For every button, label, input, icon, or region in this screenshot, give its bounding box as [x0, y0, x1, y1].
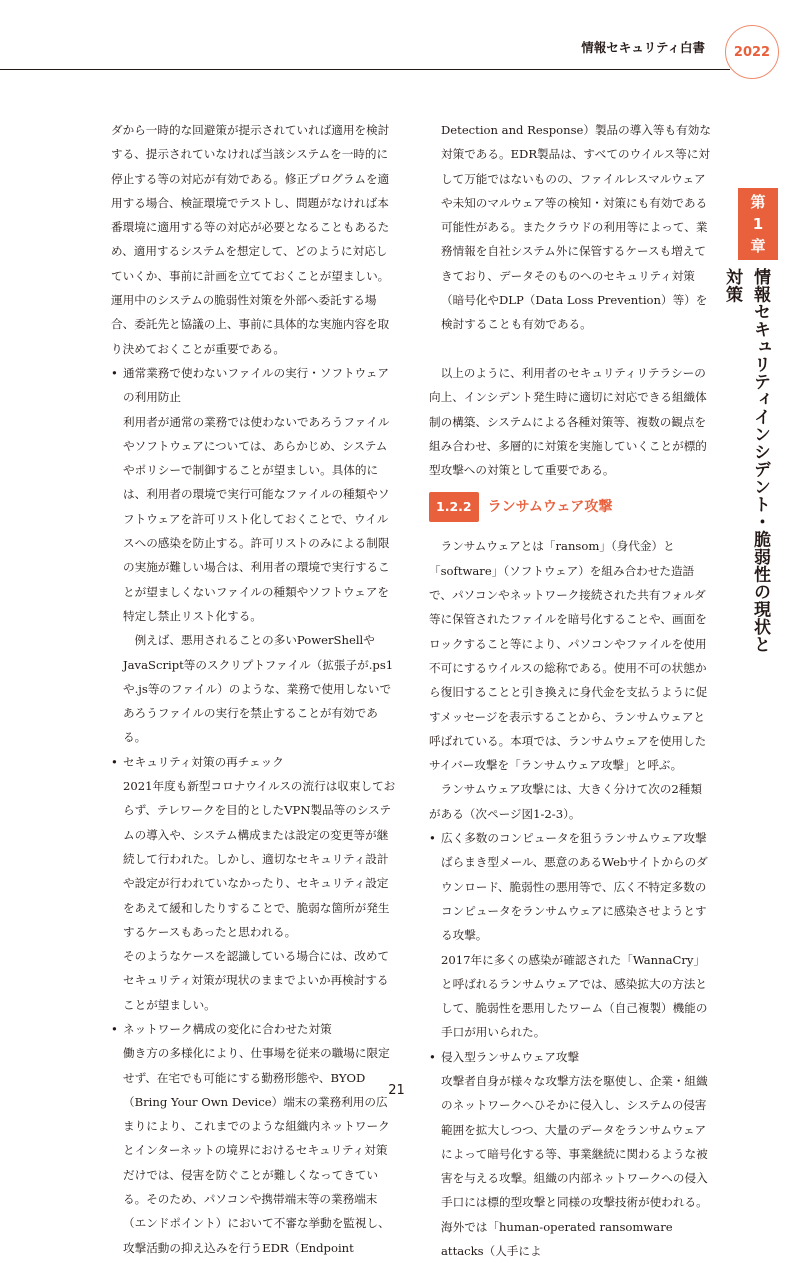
bullet-body: 例えば、悪用されることの多いPowerShellやJavaScript等のスクリプトファイル（拡張子が.ps1や.js等のファイル）のような、業務で使用しないであろうファイルの実行を禁止することが有効である。	[123, 633, 394, 745]
bullet-body: ばらまき型メール、悪意のあるWebサイトからのダウンロード、脆弱性の悪用等で、広く不特定多数のコンピュータをランサムウェアに感染させようとする攻撃。	[441, 855, 708, 943]
bullet-title: • 侵入型ランサムウェア攻撃	[429, 1045, 713, 1069]
paragraph: ランサムウェア攻撃には、大きく分けて次の2種類がある（次ページ図1-2-3）。	[429, 782, 702, 821]
bullet-body: 働き方の多様化により、仕事場を従来の職場に限定せず、在宅でも可能にする勤務形態や、BYOD（Bring Your Own Device）端末の業務利用の広まりにより、これまでのような組織内ネットワークとインターネットの境界におけるセキュリティ対策だけでは、侵害を防ぐことが難しくなってきている。そのため、パソコンや携帯端末等の業務端末（エンドポイント）において不審な挙動を監視し、攻撃活動の抑え込みを行うEDR（Endpoint	[123, 1046, 390, 1255]
bullet-body: 利用者が通常の業務では使わないであろうファイルやソフトウェアについては、あらかじめ、システムやポリシーで制御することが望ましい。具体的には、利用者の環境で実行可能なファイルの種類やソフトウェアを許可リスト化しておくことで、ウイルスへの感染を防止する。許可リストのみによる制限の実施が難しい場合は、利用者の環境で実行することが望ましくないファイルの種類やソフトウェアを特定し禁止リスト化する。	[123, 414, 390, 623]
section-title: ランサムウェア攻撃	[487, 499, 613, 516]
paragraph: ランサムウェアとは「ransom」（身代金）と「software」（ソフトウェア）を組み合わせた造語で、パソコンやネットワーク接続された共有フォルダ等に保管されたファイルを暗号化することや、画面をロックすること等により、パソコンやファイルを使用不可にするウイルスの総称である。使用不可の状態から復旧することと引き換えに身代金を支払うように促すメッセージを表示することから、ランサムウェアと呼ばれている。本項では、ランサムウェアを使用したサイバー攻撃を「ランサムウェア攻撃」と呼ぶ。	[429, 539, 708, 773]
header-title: 情報セキュリティ白書	[581, 40, 705, 55]
paragraph: ダから一時的な回避策が提示されていれば適用を検討する、提示されていなければ当該システムを一時的に停止する等の対応が有効である。修正プログラムを適用する場合、検証環境でテストし、問題がなければ本番環境に適用する等の対応が必要となることもあるため、適用するシステムを想定して、どのように対応していくか、事前に計画を立てておくことが望ましい。運用中のシステムの脆弱性対策を外部へ委託する場合、委託先と協議の上、事前に具体的な実施内容を取り決めておくことが重要である。	[111, 123, 390, 356]
bullet-title: • 通常業務で使わないファイルの実行・ソフトウェアの利用防止	[111, 361, 398, 410]
chapter-tab	[738, 188, 778, 260]
year-badge: 2022	[725, 25, 779, 79]
bullet-title: • セキュリティ対策の再チェック	[111, 750, 398, 774]
chapter-tab-label: 第	[750, 193, 766, 211]
chapter-title-vertical: 情報セキュリティインシデント・脆弱性の現状と対策	[722, 268, 770, 653]
bullet-body: 2017年に多くの感染が確認された「WannaCry」と呼ばれるランサムウェアでは、感染拡大の方法として、脆弱性を悪用したワーム（自己複製）機能の手口が用いられた。	[441, 952, 708, 1040]
chapter-tab-number: 1	[752, 215, 764, 233]
chapter-tab-label-suffix: 章	[750, 237, 766, 255]
section-heading	[429, 492, 713, 522]
bullet-title: • ネットワーク構成の変化に合わせた対策	[111, 1017, 398, 1041]
spacer	[429, 337, 713, 361]
bullet-body: 2021年度も新型コロナウイルスの流行は収束しておらず、テレワークを目的としたVPN製品等のシステムの導入や、システム構成または設定の変更等が継続して行われた。しかし、適切なセキュリティ設計や設定が行われていなかったり、セキュリティ設定をあえて緩和したりすることで、脆弱な箇所が発生するケースもあったと思われる。	[123, 779, 396, 939]
bullet-body-continued: Detection and Response）製品の導入等も有効な対策である。EDR製品は、すべてのウイルス等に対して万能ではないものの、ファイルレスマルウェアや未知のマルウェア等の検知・対策にも有効である可能性がある。またクラウドの利用等によって、業務情報を自社システム外に保管するケースも増えてきており、データそのものへのセキュリティ対策（暗号化やDLP（Data Loss Prevention）等）を検討することも有効である。	[441, 123, 711, 332]
bullet-title: • 広く多数のコンピュータを狙うランサムウェア攻撃	[429, 826, 713, 850]
summary-paragraph: 以上のように、利用者のセキュリティリテラシーの向上、インシデント発生時に適切に対応できる組織体制の構築、システムによる各種対策等、複数の観点を組み合わせ、多層的に対策を実施していくことが標的型攻撃への対策として重要である。	[429, 365, 707, 478]
bullet-body: そのようなケースを認識している場合には、改めてセキュリティ対策が現状のままでよいか再検討することが望ましい。	[123, 949, 390, 1012]
bullet-body: 攻撃者自身が様々な攻撃方法を駆使し、企業・組織のネットワークへひそかに侵入し、システムの侵害範囲を拡大しつつ、大量のデータをランサムウェアによって暗号化する等、事業継続に関わるような被害を与える攻撃。組織の内部ネットワークへの侵入手口には標的型攻撃と同様の攻撃技術が使われる。海外では「human-operated ransomware attacks（人手によ	[441, 1073, 708, 1259]
section-number: 1.2.2	[429, 492, 479, 522]
header-rule	[0, 69, 730, 70]
page-number: 21	[388, 1083, 405, 1098]
